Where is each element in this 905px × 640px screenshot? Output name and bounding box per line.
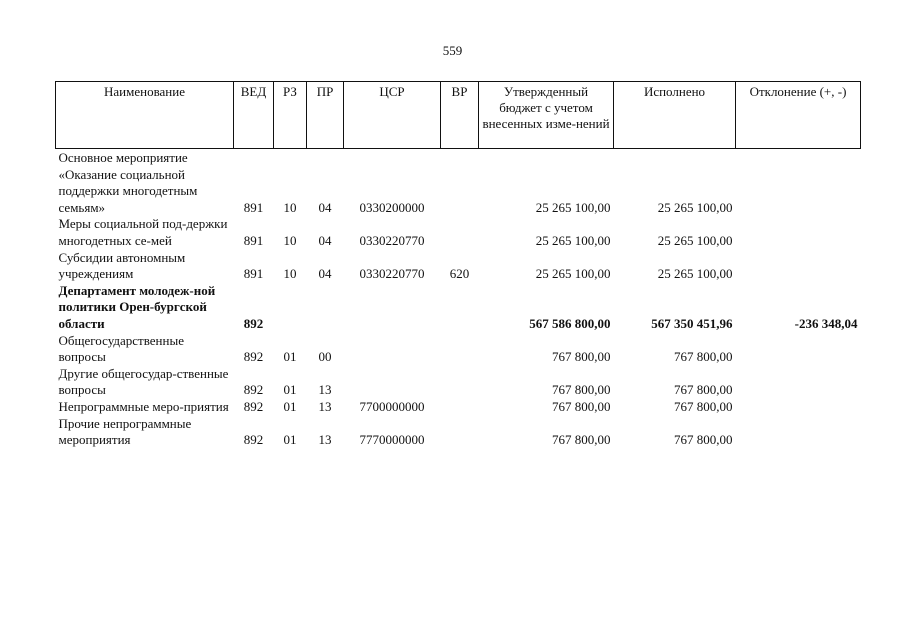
cell-pr: 04: [318, 199, 332, 215]
cell-rz: 01: [283, 432, 297, 448]
cell-csr: [344, 333, 441, 366]
table-row: [56, 149, 861, 217]
table-row: [56, 216, 861, 249]
cell-approved: 25 265 100,00: [535, 199, 611, 215]
cell-name: Непрограммные меро-приятия: [58, 398, 229, 414]
cell-deviation: [736, 399, 861, 416]
cell-vr: [441, 399, 479, 416]
cell-pr: 00: [318, 349, 332, 365]
cell-vr: [441, 366, 479, 399]
cell-executed: 567 350 451,96: [651, 315, 733, 331]
cell-vr: [441, 416, 479, 449]
cell-ved: 892: [243, 398, 264, 414]
cell-name: Субсидии автономным учреждениям: [58, 249, 186, 282]
cell-pr: 13: [318, 382, 332, 398]
cell-csr: [344, 366, 441, 399]
cell-pr: 04: [318, 266, 332, 282]
cell-deviation: [736, 416, 861, 449]
cell-deviation: [736, 366, 861, 399]
cell-csr: 7700000000: [359, 398, 425, 414]
column-header-approved: Утвержденный бюджет с учетом внесенных изме-нений: [479, 82, 614, 149]
cell-approved: 767 800,00: [552, 398, 611, 414]
table-row: [56, 366, 861, 399]
column-header-csr: ЦСР: [344, 82, 441, 149]
table-body: [56, 149, 861, 449]
column-header-rz: РЗ: [274, 82, 307, 149]
cell-ved: 892: [243, 315, 264, 331]
cell-csr: 7770000000: [359, 432, 425, 448]
column-header-deviation: Отклонение (+, -): [736, 82, 861, 149]
cell-approved: 767 800,00: [552, 382, 611, 398]
cell-csr: 0330220770: [359, 232, 425, 248]
table-row: [56, 250, 861, 283]
column-header-ved: ВЕД: [234, 82, 274, 149]
cell-executed: 767 800,00: [674, 398, 733, 414]
cell-approved: 567 586 800,00: [529, 315, 611, 331]
cell-rz: 10: [283, 232, 297, 248]
cell-rz: 10: [283, 266, 297, 282]
cell-rz: 01: [283, 382, 297, 398]
column-header-pr: ПР: [307, 82, 344, 149]
cell-vr: [441, 149, 479, 217]
cell-approved: 767 800,00: [552, 349, 611, 365]
table-row: [56, 283, 861, 333]
cell-deviation: -236 348,04: [794, 315, 858, 331]
cell-name: Другие общегосудар-ственные вопросы: [58, 365, 229, 398]
cell-pr: [307, 283, 344, 333]
cell-name: Департамент молодеж-ной политики Орен-бургской области: [58, 282, 216, 331]
cell-executed: 25 265 100,00: [657, 232, 733, 248]
table-row: [56, 399, 861, 416]
cell-ved: 891: [243, 232, 264, 248]
cell-name: Основное мероприятие «Оказание социальной поддержки многодетным семьям»: [58, 150, 198, 215]
cell-executed: 767 800,00: [674, 432, 733, 448]
cell-name: Меры социальной под-держки многодетных се-мей: [58, 216, 228, 248]
cell-vr: [441, 216, 479, 249]
cell-ved: 891: [243, 266, 264, 282]
cell-ved: 892: [243, 349, 264, 365]
cell-ved: 892: [243, 432, 264, 448]
cell-deviation: [736, 333, 861, 366]
cell-approved: 25 265 100,00: [535, 232, 611, 248]
cell-pr: 04: [318, 232, 332, 248]
cell-deviation: [736, 250, 861, 283]
cell-executed: 25 265 100,00: [657, 199, 733, 215]
table-row: [56, 333, 861, 366]
cell-pr: 13: [318, 432, 332, 448]
cell-vr: 620: [449, 266, 470, 282]
cell-pr: 13: [318, 398, 332, 414]
cell-rz: [274, 283, 307, 333]
column-header-name: Наименование: [56, 82, 234, 149]
cell-name: Прочие непрограммные мероприятия: [58, 415, 192, 448]
cell-approved: 25 265 100,00: [535, 266, 611, 282]
cell-rz: 10: [283, 199, 297, 215]
cell-name: Общегосударственные вопросы: [58, 332, 184, 365]
cell-executed: 767 800,00: [674, 349, 733, 365]
cell-deviation: [736, 149, 861, 217]
cell-rz: 01: [283, 398, 297, 414]
table-header-row: [56, 82, 861, 149]
cell-executed: 25 265 100,00: [657, 266, 733, 282]
cell-vr: [441, 333, 479, 366]
column-header-executed: Исполнено: [614, 82, 736, 149]
cell-csr: [344, 283, 441, 333]
cell-deviation: [736, 216, 861, 249]
cell-approved: 767 800,00: [552, 432, 611, 448]
table-row: [56, 416, 861, 449]
cell-csr: 0330200000: [359, 199, 425, 215]
cell-ved: 892: [243, 382, 264, 398]
budget-execution-table: [55, 81, 861, 449]
column-header-vr: ВР: [441, 82, 479, 149]
page-number: 559: [442, 43, 463, 58]
cell-ved: 891: [243, 199, 264, 215]
cell-vr: [441, 283, 479, 333]
cell-csr: 0330220770: [359, 266, 425, 282]
cell-executed: 767 800,00: [674, 382, 733, 398]
cell-rz: 01: [283, 349, 297, 365]
